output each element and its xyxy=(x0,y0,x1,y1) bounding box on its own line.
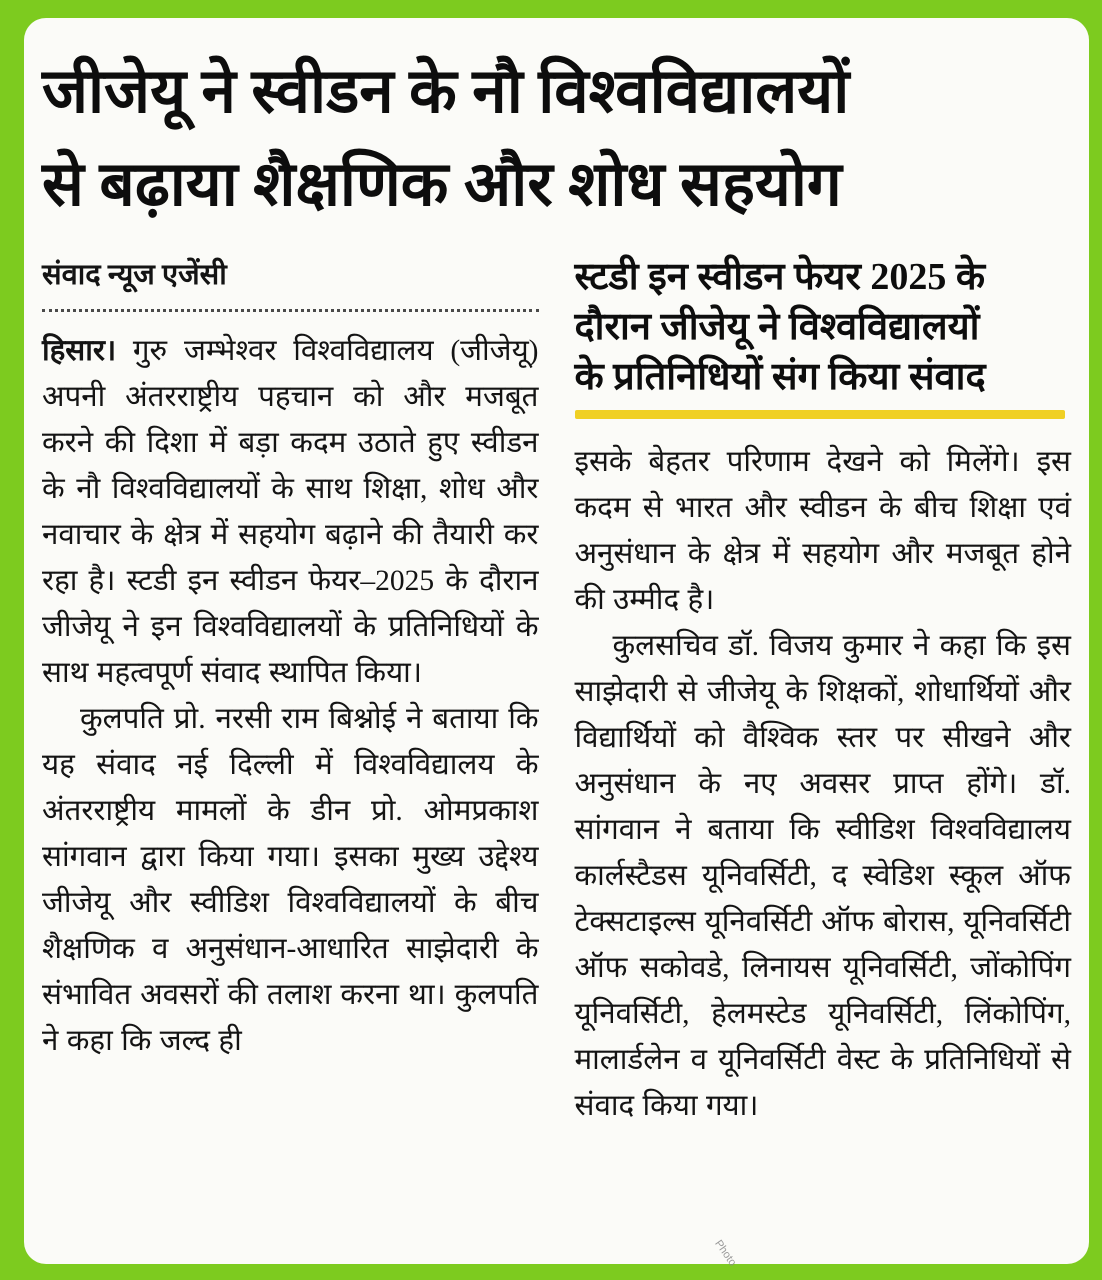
subheadline-underline xyxy=(575,410,1066,419)
headline-line-1: जीजेयू ने स्वीडन के नौ विश्वविद्यालयों xyxy=(42,58,850,126)
paragraph-lead-text: गुरु जम्भेश्वर विश्वविद्यालय (जीजेयू) अपनी अंतरराष्ट्रीय पहचान को और मजबूत करने की दिशा में बड़ा कदम उठाते हुए स्वीडन के नौ विश्वविद्यालयों के साथ शिक्षा, शोध और नवाचार के क्षेत्र में सहयोग बढ़ाने की तैयारी कर रहा है। स्टडी इन स्वीडन फेयर–2025 के दौरान जीजेयू ने इन विश्वविद्यालयों के प्रतिनिधियों के साथ महत्वपूर्ण संवाद स्थापित किया। xyxy=(42,335,539,689)
subheadline-line-3: के प्रतिनिधियों संग किया संवाद xyxy=(574,356,986,398)
subheadline xyxy=(575,252,1072,402)
right-column xyxy=(575,252,1072,1129)
left-column xyxy=(42,252,539,1129)
dateline: हिसार। xyxy=(42,335,117,367)
byline-divider xyxy=(42,309,539,312)
subheadline-line-1: स्टडी इन स्वीडन फेयर 2025 के xyxy=(574,256,986,298)
article-card xyxy=(24,18,1089,1264)
paragraph-3: इसके बेहतर परिणाम देखने को मिलेंगे। इस कदम से भारत और स्वीडन के बीच शिक्षा एवं अनुसंधान के क्षेत्र में सहयोग और मजबूत होने की उम्मीद है। xyxy=(574,446,1071,616)
paragraph-2: कुलपति प्रो. नरसी राम बिश्नोई ने बताया कि यह संवाद नई दिल्ली में विश्वविद्यालय के अंतरराष्ट्रीय मामलों के डीन प्रो. ओमप्रकाश सांगवान द्वारा किया गया। इसका मुख्य उद्देश्य जीजेयू और स्वीडिश विश्वविद्यालयों के बीच शैक्षणिक व अनुसंधान-आधारित साझेदारी के संभावित अवसरों की तलाश करना था। कुलपति ने कहा कि जल्द ही xyxy=(42,703,539,1057)
article-columns xyxy=(42,252,1071,1129)
paragraph-lead xyxy=(42,328,539,696)
headline-line-2: से बढ़ाया शैक्षणिक और शोध सहयोग xyxy=(42,151,842,219)
photo-watermark: Photo xyxy=(712,1238,739,1269)
byline: संवाद न्यूज एजेंसी xyxy=(42,259,227,291)
subheadline-line-2: दौरान जीजेयू ने विश्वविद्यालयों xyxy=(574,306,980,348)
headline xyxy=(42,46,1073,232)
paragraph-4: कुलसचिव डॉ. विजय कुमार ने कहा कि इस साझेदारी से जीजेयू के शिक्षकों, शोधार्थियों और विद्यार्थियों को वैश्विक स्तर पर सीखने और अनुसंधान के नए अवसर प्राप्त होंगे। डॉ. सांगवान ने बताया कि स्वीडिश विश्वविद्यालय कार्लस्टैडस यूनिवर्सिटी, द स्वेडिश स्कूल ऑफ टेक्सटाइल्स यूनिवर्सिटी ऑफ बोरास, यूनिवर्सिटी ऑफ सकोवडे, लिनायस यूनिवर्सिटी, जोंकोपिंग यूनिवर्सिटी, हेलमस्टेड यूनिवर्सिटी, लिंकोपिंग, मालार्डलेन व यूनिवर्सिटी वेस्ट के प्रतिनिधियों से संवाद किया गया। xyxy=(574,630,1071,1122)
